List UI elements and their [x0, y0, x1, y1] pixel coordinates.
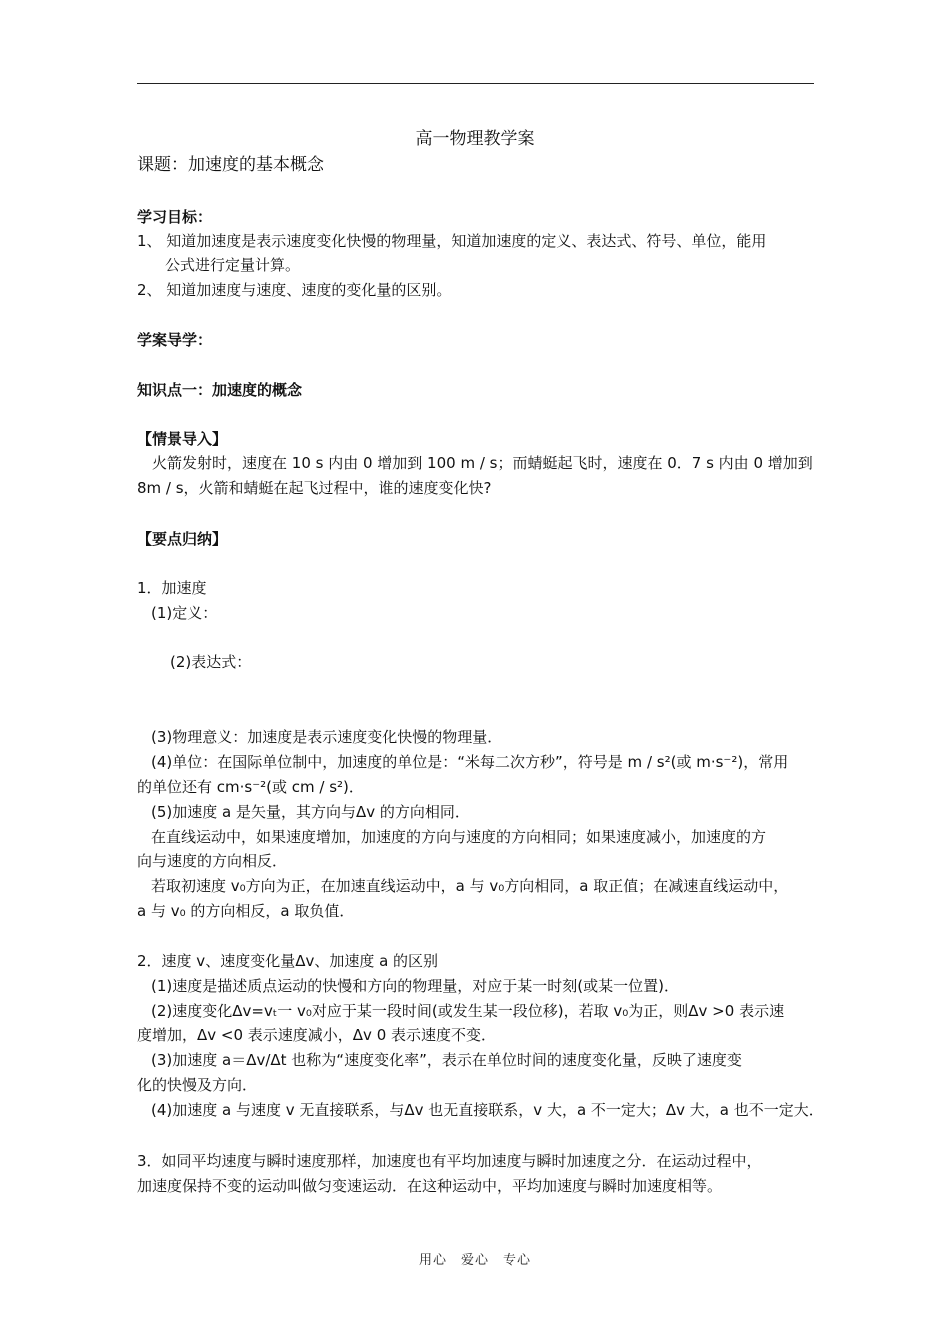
scene-line-2: 8m / s，火箭和蜻蜓在起飞过程中，谁的速度变化快? — [137, 479, 492, 497]
scene-line-1: 火箭发射时，速度在 10 s 内由 0 增加到 100 m / s；而蜻蜓起飞时，速度在 0．7 s 内由 0 增加到 — [137, 454, 813, 472]
header-rule — [137, 83, 814, 84]
knowledge-point-1-heading: 知识点一：加速度的概念 — [137, 381, 303, 399]
point-2-item-2-line-2: 度增加，Δv <0 表示速度减小，Δv 0 表示速度不变． — [137, 1026, 497, 1044]
scene-heading: 【情景导入】 — [137, 430, 228, 448]
point-1-sign-line-2: a 与 v₀ 的方向相反，a 取负值． — [137, 902, 355, 920]
point-3-line-2: 加速度保持不变的运动叫做匀变速运动．在这种运动中，平均加速度与瞬时加速度相等。 — [137, 1177, 723, 1195]
point-1-title: 1．加速度 — [137, 579, 207, 597]
objective-1-line-1: 1、 知道加速度是表示速度变化快慢的物理量，知道加速度的定义、表达式、符号、单位，能用 — [137, 232, 767, 250]
page-title: 高一物理教学案 — [415, 129, 535, 149]
point-2-item-1: (1)速度是描述质点运动的快慢和方向的物理量，对应于某一时刻(或某一位置)． — [151, 977, 679, 995]
page-footer: 用心 爱心 专心 — [418, 1253, 531, 1268]
guide-heading: 学案导学： — [137, 331, 213, 349]
point-2-item-2-line-1: (2)速度变化Δv=vₜ一 v₀对应于某一段时间(或发生某一段位移)，若取 v₀为正，则Δv >0 表示速 — [151, 1002, 785, 1020]
point-1-vector: (5)加速度 a 是矢量，其方向与Δv 的方向相同． — [151, 803, 470, 821]
point-1-definition: (1)定义： — [151, 604, 218, 622]
objectives-heading: 学习目标： — [137, 208, 213, 226]
lesson-subject: 课题：加速度的基本概念 — [137, 155, 324, 175]
objective-1-line-2: 公式进行定量计算。 — [165, 256, 301, 274]
point-1-meaning: (3)物理意义：加速度是表示速度变化快慢的物理量． — [151, 728, 503, 746]
point-2-item-3-line-1: (3)加速度 a＝Δv/Δt 也称为“速度变化率”，表示在单位时间的速度变化量，反映了速度变 — [151, 1051, 742, 1069]
objective-2: 2、 知道加速度与速度、速度的变化量的区别。 — [137, 281, 452, 299]
summary-heading: 【要点归纳】 — [137, 530, 228, 548]
point-2-title: 2．速度 v、速度变化量Δv、加速度 a 的区别 — [137, 952, 439, 970]
point-1-unit-line-1: (4)单位：在国际单位制中，加速度的单位是：“米每二次方秒”，符号是 m / s²(或 m·s⁻²)，常用 — [151, 753, 789, 771]
point-1-expression: (2)表达式： — [170, 653, 252, 671]
point-1-unit-line-2: 的单位还有 cm·s⁻²(或 cm / s²)． — [137, 778, 364, 796]
point-1-direction-line-2: 向与速度的方向相反． — [137, 852, 288, 870]
point-2-item-4: (4)加速度 a 与速度 v 无直接联系，与Δv 也无直接联系，v 大，a 不一定大；Δv 大，a 也不一定大． — [151, 1101, 824, 1119]
point-2-item-3-line-2: 化的快慢及方向． — [137, 1076, 258, 1094]
point-3-line-1: 3．如同平均速度与瞬时速度那样，加速度也有平均加速度与瞬时加速度之分．在运动过程中， — [137, 1152, 762, 1170]
point-1-direction-line-1: 在直线运动中，如果速度增加，加速度的方向与速度的方向相同；如果速度减小，加速度的方 — [151, 828, 767, 846]
point-1-sign-line-1: 若取初速度 v₀方向为正，在加速直线运动中，a 与 v₀方向相同，a 取正值；在减速直线运动中， — [151, 877, 789, 895]
